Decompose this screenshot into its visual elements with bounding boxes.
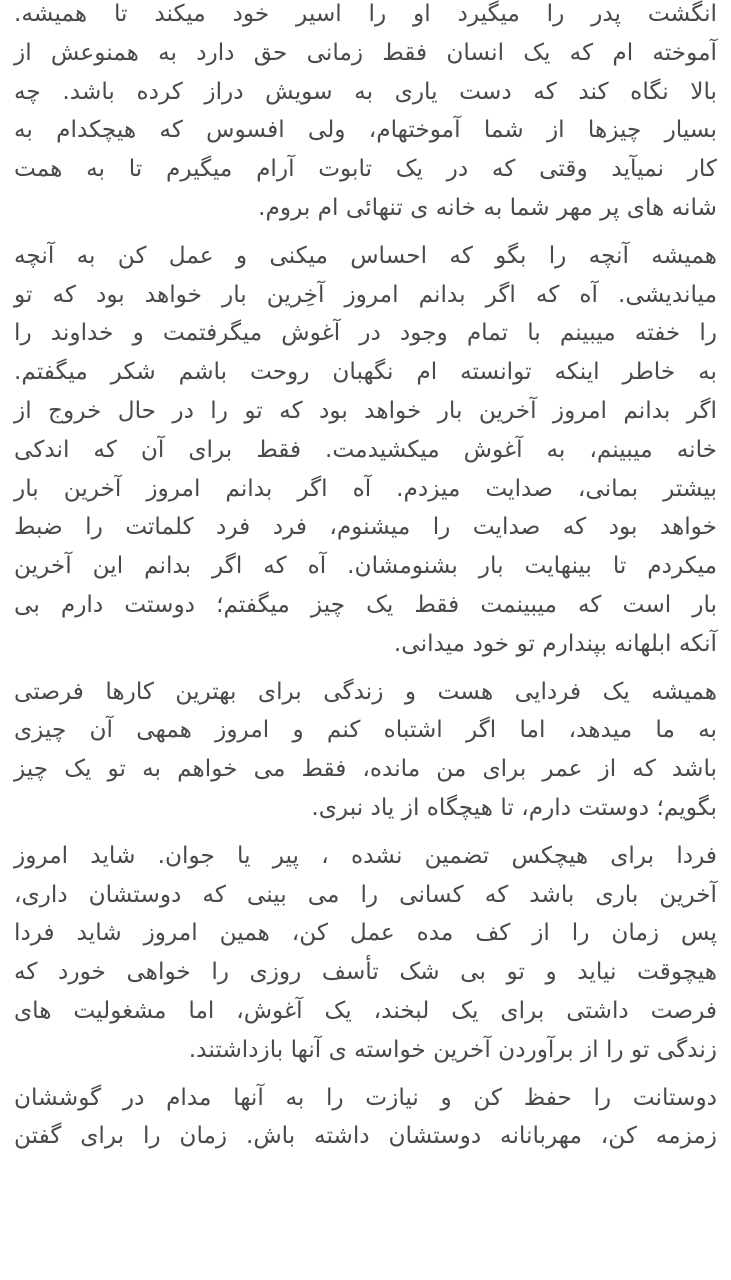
text-line: بار است که میبینمت فقط یک چیز میگفتم؛ دوستت دارم بی [14,590,717,618]
text-line: میکردم تا بینهایت بار بشنومشان. آه که اگر بدانم این آخرین [14,552,717,580]
text-line: اگر بدانم امروز آخرین بار خواهد بود که تو را در حال خروج از [14,396,717,424]
text-line: باشد که از عمر برای من مانده، فقط می خواهم به تو یک چیز [14,755,717,783]
text-line: زمزمه کن، مهربانانه دوستشان داشته باش. زمان را برای گفتن [14,1122,717,1150]
text-line: شانه های پر مهر شما به خانه ی تنهائی ام بروم. [258,193,717,221]
text-line: همیشه یک فردایی هست و زندگی برای بهترین کارها فرصتی [14,677,717,705]
paragraph-5 [14,1079,717,1157]
paragraph-2 [14,237,717,664]
paragraph-4 [14,837,717,1070]
text-line: آموخته ام که یک انسان فقط زمانی حق دارد به همنوعش از [14,38,717,66]
text-line: بگویم؛ دوستت دارم، تا هیچگاه از یاد نبری. [311,793,717,821]
text-line: هیچوقت نیاید و تو بی شک تأسف روزی را خواهی خورد که [14,958,717,986]
text-line: را خفته میبینم با تمام وجود در آغوش میگرفتمت و خداوند را [14,319,717,347]
text-line: میاندیشی. آه که اگر بدانم امروز آخِرین بار خواهد بود که تو [14,280,717,308]
text-line: بسیار چیزها از شما آموختهام، ولی افسوس که هیچکدام به [14,116,717,144]
text-line: بیشتر بمانی، صدایت میزدم. آه اگر بدانم امروز آخرین بار [14,474,717,502]
text-line: خانه میبینم، به آغوش میکشیدمت. فقط برای آن که اندکی [14,435,717,463]
text-line: دوستانت را حفظ کن و نیازت را به آنها مدام در گوششان [14,1083,717,1111]
paragraph-1 [14,0,717,228]
text-line: زندگی تو را از برآوردن آخرین خواسته ی آنها بازداشتند. [188,1035,717,1063]
text-line: همیشه آنچه را بگو که احساس میکنی و عمل کن به آنچه [14,241,717,269]
text-line: فرصت داشتی برای یک لبخند، یک آغوش، اما مشغولیت های [14,996,717,1024]
text-line: کار نمیآید وقتی که در یک تابوت آرام میگیرم تا به همت [14,155,717,183]
text-line: فردا برای هیچکس تضمین نشده ، پیر یا جوان. شاید امروز [14,841,717,869]
text-line: پس زمان را از کف مده عمل کن، همین امروز شاید فردا [14,919,717,947]
text-line: خواهد بود که صدایت را میشنوم، فرد فرد کلماتت را ضبط [14,513,717,541]
paragraph-3 [14,673,717,828]
text-line: به ما میدهد، اما اگر اشتباه کنم و امروز همهی آن چیزی [14,716,717,744]
text-line: انگشت پدر را میگیرد او را اسیر خود میکند تا همیشه. [14,0,717,27]
text-line: آنکه ابلهانه بپندارم تو خود میدانی. [393,629,717,657]
text-line: آخرین باری باشد که کسانی را می بینی که دوستشان داری، [14,880,717,908]
text-line: بالا نگاه کند که دست یاری به سویش دراز کرده باشد. چه [14,77,717,105]
text-line: به خاطر اینکه توانسته ام نگهبان روحت باشم شکر میگفتم. [14,358,717,386]
